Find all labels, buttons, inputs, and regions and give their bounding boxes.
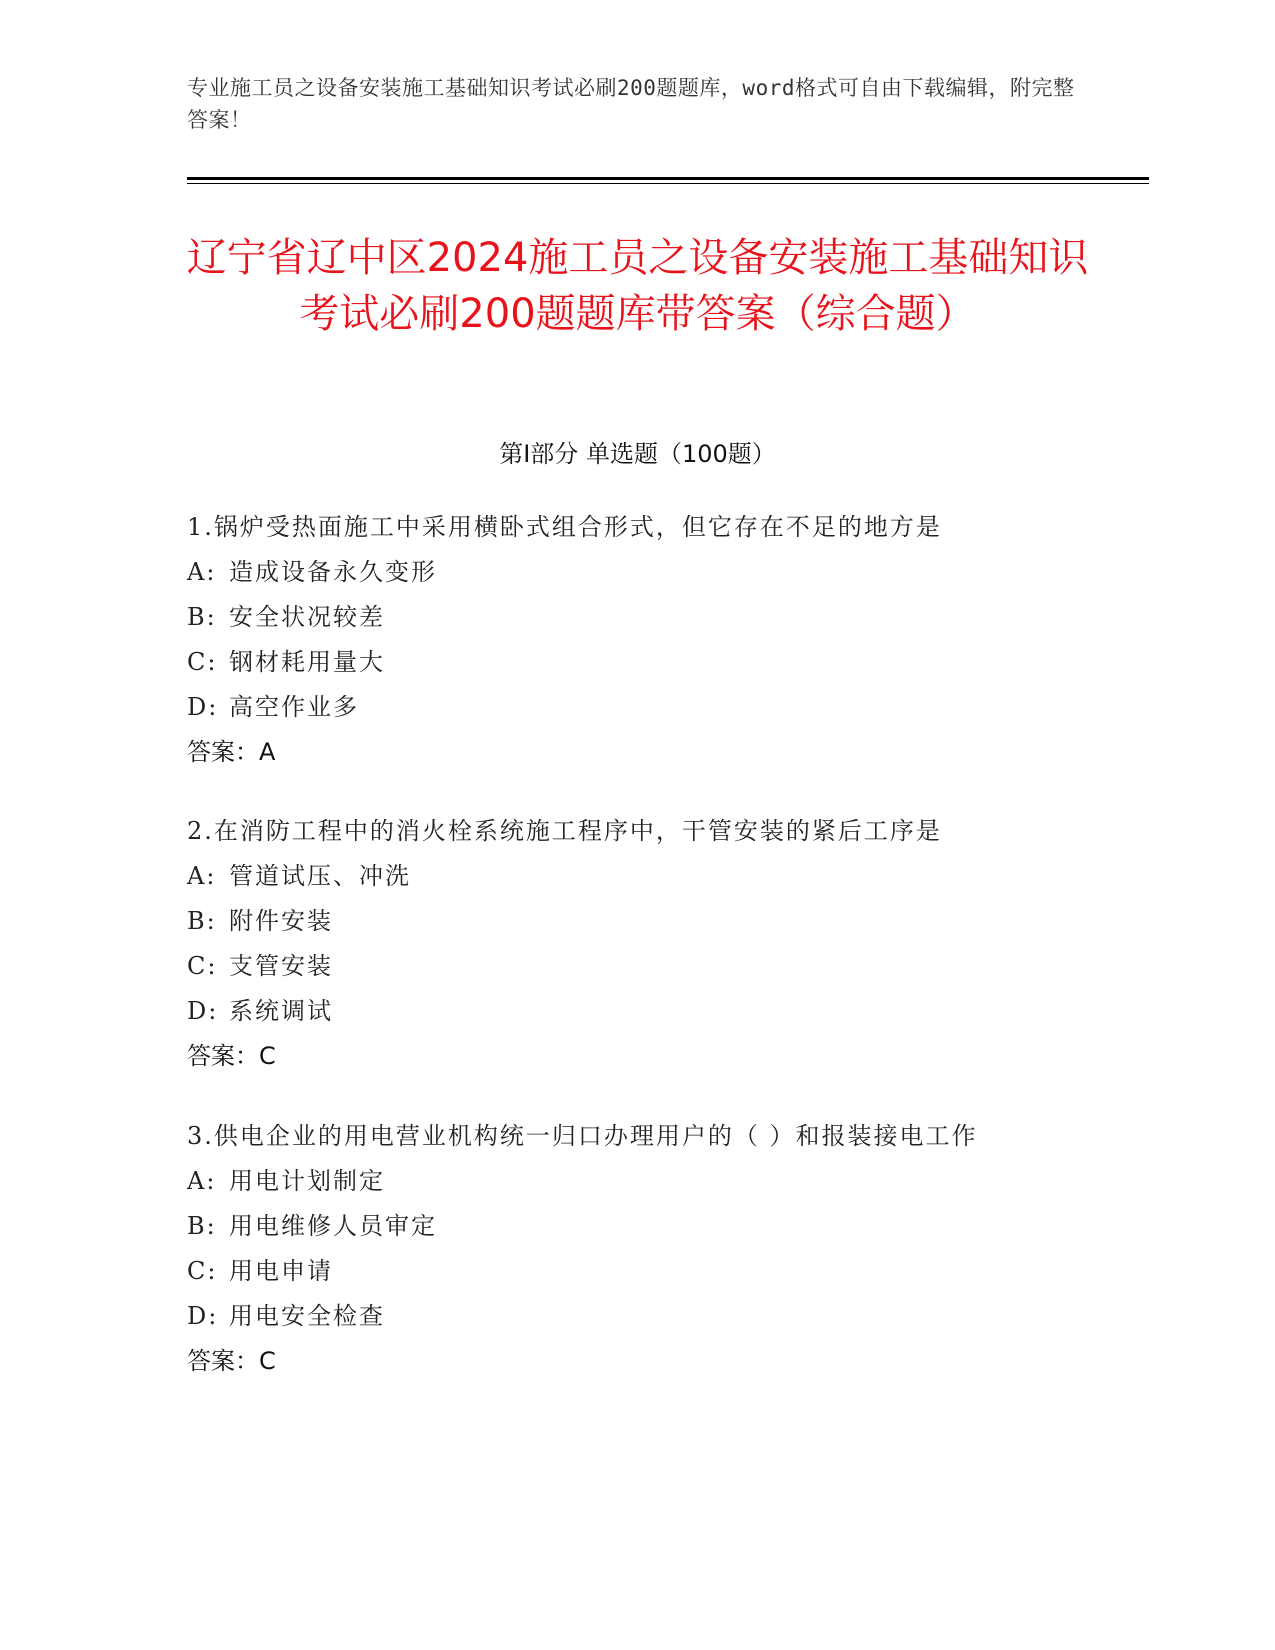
option-a (187, 550, 1127, 595)
answer-value: C (259, 1042, 276, 1070)
question-stem: 3.供电企业的用电营业机构统一归口办理用户的（ ）和报装接电工作 (187, 1122, 978, 1150)
option-b (187, 1204, 1127, 1249)
question-stem: 2.在消防工程中的消火栓系统施工程序中，干管安装的紧后工序是 (187, 817, 942, 845)
question-block (187, 1114, 1127, 1384)
option-d (187, 685, 1127, 730)
option-letter: D: (187, 997, 219, 1025)
option-text: 附件安装 (229, 907, 333, 935)
option-letter: B: (187, 603, 217, 631)
option-a (187, 854, 1127, 899)
option-letter: B: (187, 1212, 217, 1240)
option-text: 钢材耗用量大 (229, 648, 385, 676)
option-d (187, 989, 1127, 1034)
header-note: 专业施工员之设备安装施工基础知识考试必刷200题题库，word格式可自由下载编辑，附完整答案！ (187, 76, 1075, 132)
option-letter: B: (187, 907, 217, 935)
option-letter: A: (187, 558, 217, 586)
option-c (187, 640, 1127, 685)
option-letter: C: (187, 952, 218, 980)
option-c (187, 1249, 1127, 1294)
option-text: 系统调试 (229, 997, 333, 1025)
option-d (187, 1294, 1127, 1339)
option-text: 管道试压、冲洗 (229, 862, 411, 890)
option-letter: A: (187, 862, 217, 890)
option-letter: D: (187, 1302, 219, 1330)
option-text: 安全状况较差 (229, 603, 385, 631)
option-text: 用电计划制定 (229, 1167, 385, 1195)
answer-value: A (259, 738, 276, 766)
header-divider-thick (187, 177, 1149, 180)
section-heading: 第I部分 单选题（100题） (499, 440, 776, 468)
answer-value: C (259, 1347, 276, 1375)
document-title: 辽宁省辽中区2024施工员之设备安装施工基础知识考试必刷200题题库带答案（综合题） (186, 235, 1089, 337)
option-text: 支管安装 (229, 952, 333, 980)
answer-label: 答案： (187, 738, 259, 766)
option-text: 用电维修人员审定 (229, 1212, 437, 1240)
option-letter: C: (187, 1257, 218, 1285)
option-text: 用电申请 (229, 1257, 333, 1285)
option-b (187, 899, 1127, 944)
option-text: 高空作业多 (229, 693, 359, 721)
option-text: 造成设备永久变形 (229, 558, 437, 586)
option-a (187, 1159, 1127, 1204)
option-c (187, 944, 1127, 989)
answer-label: 答案： (187, 1042, 259, 1070)
option-letter: A: (187, 1167, 217, 1195)
option-b (187, 595, 1127, 640)
answer-line (187, 1034, 1127, 1079)
header-divider-thin (187, 183, 1149, 184)
option-letter: C: (187, 648, 218, 676)
question-stem: 1.锅炉受热面施工中采用横卧式组合形式，但它存在不足的地方是 (187, 513, 942, 541)
question-block (187, 809, 1127, 1079)
option-letter: D: (187, 693, 219, 721)
option-text: 用电安全检查 (229, 1302, 385, 1330)
answer-line (187, 1339, 1127, 1384)
question-block (187, 505, 1127, 775)
answer-label: 答案： (187, 1347, 259, 1375)
answer-line (187, 730, 1127, 775)
